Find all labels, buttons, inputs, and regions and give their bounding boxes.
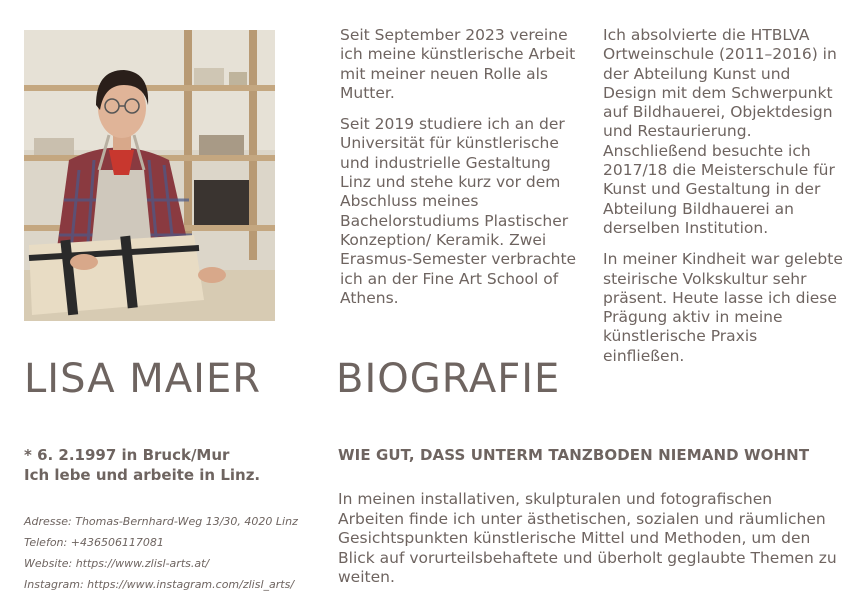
residence-line: Ich lebe und arbeite in Linz.	[24, 466, 261, 484]
birth-info	[24, 445, 260, 485]
artist-portrait-photo	[24, 30, 275, 321]
contact-instagram: Instagram: https://www.instagram.com/zlisl_arts/	[24, 578, 295, 591]
section-title: BIOGRAFIE	[336, 356, 561, 402]
bio-paragraph: Seit 2019 studiere ich an der Universität für künstlerische und industrielle Gestaltung Linz und stehe kurz vor dem Abschluss meines Bachelorstudiums Plastischer Konzeption/ Keramik. Zwei Erasmus-Semester verbrachte ich an der Fine Art School of Athens.	[340, 115, 577, 307]
artist-statement: In meinen installativen, skulpturalen und fotografischen Arbeiten finde ich unter ästhetischen, sozialen und räumlichen Gesichtspunkten künstlerische Mittel und Methoden, um den Blick auf vorurteilsbehaftete und überholt geglaubte Themen zu weiten.	[338, 490, 837, 586]
contact-website: Website: https://www.zlisl-arts.at/	[24, 557, 210, 570]
biography-middle-column	[340, 26, 580, 320]
bio-paragraph: Ich absolvierte die HTBLVA Ortweinschule (2011–2016) in der Abteilung Kunst und Design mit dem Schwerpunkt auf Bildhauerei, Objektdesign und Restaurierung. Anschließend besuchte ich 2017/18 die Meisterschule für Kunst und Gestaltung in der Abteilung Bildhauerei an derselben Institution.	[603, 26, 837, 237]
biography-right-column	[603, 26, 843, 378]
statement-headline: WIE GUT, DASS UNTERM TANZBODEN NIEMAND WOHNT	[338, 446, 810, 464]
bio-paragraph: In meiner Kindheit war gelebte steirische Volkskultur sehr präsent. Heute lasse ich diese Prägung aktiv in meine künstlerische Praxis einfließen.	[603, 250, 843, 365]
artist-name: LISA MAIER	[24, 356, 262, 402]
contact-phone: Telefon: +436506117081	[24, 536, 164, 549]
contact-info	[24, 511, 298, 595]
contact-address: Adresse: Thomas-Bernhard-Weg 13/30, 4020 Linz	[24, 515, 298, 528]
birth-line: * 6. 2.1997 in Bruck/Mur	[24, 446, 230, 464]
bio-paragraph: Seit September 2023 vereine ich meine künstlerische Arbeit mit meiner neuen Rolle als Mutter.	[340, 26, 576, 102]
